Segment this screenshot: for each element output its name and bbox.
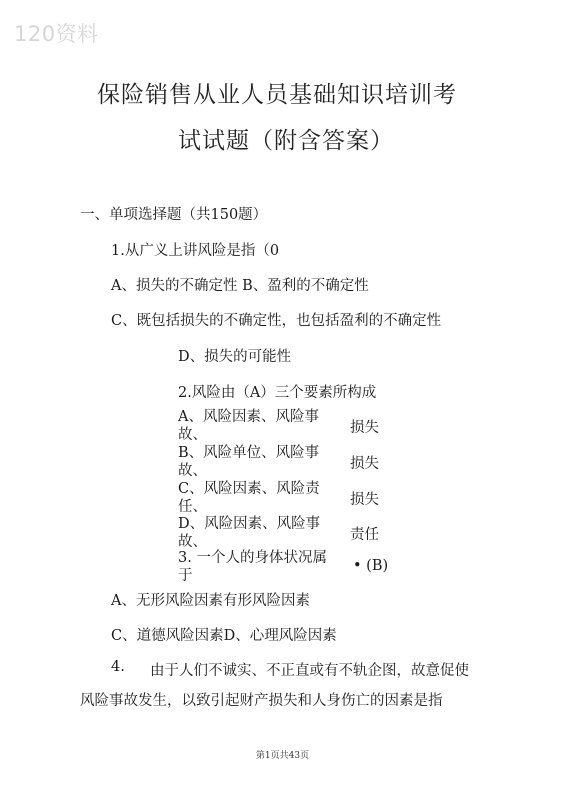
document-title-line-1: 保险销售从业人员基础知识培训考 xyxy=(97,82,457,108)
section-heading: 一、单项选择题（共150题） xyxy=(80,207,268,223)
question-2-option-c: C、风险因素、风险责任、 xyxy=(178,481,320,515)
question-3-options-cd: C、道德风险因素D、心理风险因素 xyxy=(111,628,337,644)
question-2-stem: 2.风险由（A）三个要素所构成 xyxy=(178,385,377,401)
question-2-option-c-tail: 损失 xyxy=(350,492,379,508)
question-4-text-line-1: 由于人们不诚实、不正直或有不轨企图，故意促使 xyxy=(150,663,469,679)
question-2-option-a-tail: 损失 xyxy=(350,420,379,436)
question-3-options-ab: A、无形风险因素有形风险因素 xyxy=(111,593,310,609)
page-footer: 第1页共43页 xyxy=(255,751,310,761)
question-1-option-d: D、损失的可能性 xyxy=(178,349,292,365)
question-4-text-line-2: 风险事故发生，以致引起财产损失和人身伤亡的因素是指 xyxy=(80,693,443,709)
question-1-option-c: C、既包括损失的不确定性，也包括盈利的不确定性 xyxy=(111,313,442,329)
question-2-option-b-tail: 损失 xyxy=(350,456,379,472)
question-4-number: 4. xyxy=(111,659,125,675)
question-3-answer: • (B) xyxy=(353,558,389,574)
watermark: 120资料 xyxy=(14,22,99,46)
question-2-option-a: A、风险因素、风险事故、 xyxy=(178,409,319,443)
question-2-option-d-tail: 责任 xyxy=(350,527,379,543)
question-1-options-ab: A、损失的不确定性 B、盈利的不确定性 xyxy=(111,278,369,294)
question-3-stem: 3. 一个人的身体状况属于 xyxy=(178,550,327,584)
question-2-option-b: B、风险单位、风险事故、 xyxy=(178,445,320,479)
question-2-option-d: D、风险因素、风险事故、 xyxy=(178,516,321,550)
document-title-line-2: 试试题（附含答案） xyxy=(178,128,394,154)
question-1-stem: 1.从广义上讲风险是指（0 xyxy=(111,243,280,259)
